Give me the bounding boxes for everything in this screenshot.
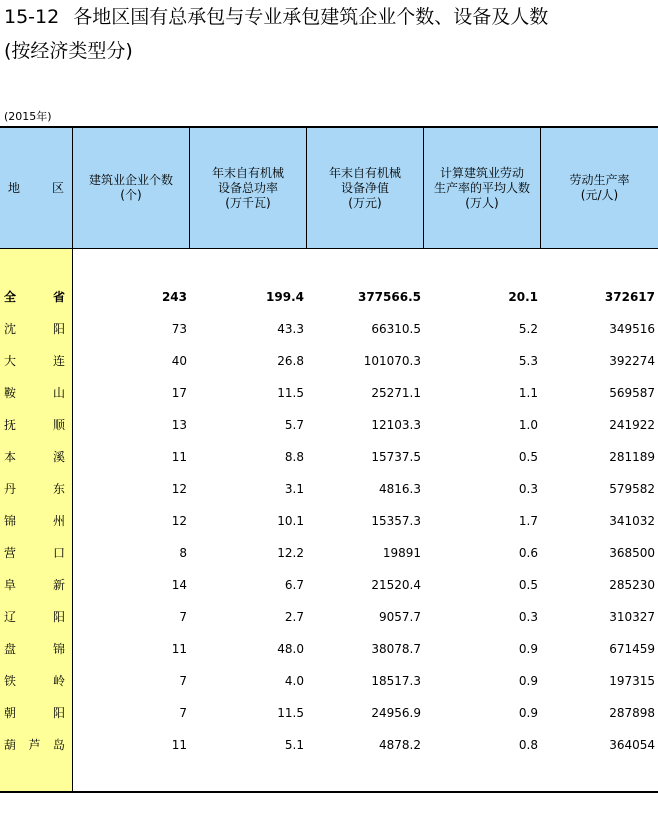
enterprise-count-cell: 12	[171, 514, 187, 528]
average-workers-cell: 0.9	[518, 706, 538, 720]
region-name-char: 鞍	[4, 386, 17, 400]
table-row	[0, 313, 658, 345]
average-workers-cell: 0.6	[518, 546, 538, 560]
region-name-char: 抚	[4, 418, 17, 432]
labor-productivity-cell: 349516	[609, 322, 655, 336]
machine-net-value-cell: 4816.3	[379, 482, 421, 496]
machine-net-value-cell: 19891	[382, 546, 421, 560]
machine-power-cell: 12.2	[277, 546, 304, 560]
enterprise-count-cell: 12	[171, 482, 187, 496]
region-name	[0, 473, 73, 505]
enterprise-count-cell: 13	[171, 418, 187, 432]
region-name	[0, 345, 73, 377]
enterprise-count-cell: 40	[171, 354, 187, 368]
region-name-char: 山	[52, 386, 65, 400]
machine-net-value-cell: 25271.1	[371, 386, 421, 400]
region-name-char: 营	[4, 546, 17, 560]
header-rule	[0, 248, 658, 249]
header-enterprise-count: 建筑业企业个数 (个)	[73, 128, 190, 248]
region-name-char: 口	[52, 546, 65, 560]
average-workers-cell: 0.8	[518, 738, 538, 752]
region-name-char: 省	[52, 290, 65, 304]
region-name	[0, 569, 73, 601]
labor-productivity-cell: 569587	[609, 386, 655, 400]
region-name-char: 新	[52, 578, 65, 592]
region-name	[0, 697, 73, 729]
machine-power-cell: 199.4	[266, 290, 304, 304]
table-row	[0, 505, 658, 537]
region-name-char: 锦	[4, 514, 17, 528]
enterprise-count-cell: 7	[179, 706, 187, 720]
labor-productivity-cell: 392274	[609, 354, 655, 368]
table-title	[4, 6, 548, 29]
region-name-char: 沈	[4, 322, 17, 336]
machine-power-cell: 6.7	[284, 578, 304, 592]
labor-productivity-cell: 310327	[609, 610, 655, 624]
machine-power-cell: 26.8	[277, 354, 304, 368]
table-row	[0, 377, 658, 409]
region-name-char: 溪	[52, 450, 65, 464]
enterprise-count-cell: 73	[171, 322, 187, 336]
region-name	[0, 409, 73, 441]
table-row	[0, 473, 658, 505]
region-name-char: 顺	[52, 418, 65, 432]
average-workers-cell: 0.9	[518, 674, 538, 688]
machine-power-cell: 43.3	[277, 322, 304, 336]
region-name-char: 铁	[4, 674, 17, 688]
machine-power-cell: 8.8	[284, 450, 304, 464]
enterprise-count-cell: 11	[171, 450, 187, 464]
table-row	[0, 729, 658, 761]
average-workers-cell: 0.3	[518, 610, 538, 624]
machine-power-cell: 10.1	[277, 514, 304, 528]
labor-productivity-cell: 197315	[609, 674, 655, 688]
machine-net-value-cell: 24956.9	[371, 706, 421, 720]
region-name-char: 阳	[52, 610, 65, 624]
header-labor-productivity: 劳动生产率 (元/人)	[541, 128, 658, 248]
average-workers-cell: 1.0	[518, 418, 538, 432]
table-row	[0, 697, 658, 729]
labor-productivity-cell: 579582	[609, 482, 655, 496]
region-name	[0, 281, 73, 313]
machine-power-cell: 3.1	[284, 482, 304, 496]
region-name-char: 本	[4, 450, 17, 464]
region-name-char: 大	[4, 354, 17, 368]
region-name-char: 阳	[52, 322, 65, 336]
enterprise-count-cell: 14	[171, 578, 187, 592]
header-region	[0, 128, 73, 248]
region-name-char: 辽	[4, 610, 17, 624]
machine-power-cell: 4.0	[284, 674, 304, 688]
region-name	[0, 505, 73, 537]
table-row	[0, 601, 658, 633]
labor-productivity-cell: 287898	[609, 706, 655, 720]
enterprise-count-cell: 11	[171, 738, 187, 752]
labor-productivity-cell: 241922	[609, 418, 655, 432]
table-row-total	[0, 281, 658, 313]
machine-net-value-cell: 377566.5	[357, 290, 421, 304]
labor-productivity-cell: 281189	[609, 450, 655, 464]
machine-power-cell: 48.0	[277, 642, 304, 656]
region-name-char: 朝	[4, 706, 17, 720]
bottom-rule	[0, 791, 658, 793]
region-name	[0, 729, 73, 761]
region-name	[0, 377, 73, 409]
region-name-char: 岛	[52, 738, 65, 752]
region-name	[0, 441, 73, 473]
region-name	[0, 537, 73, 569]
table-row	[0, 633, 658, 665]
region-name-char: 芦	[28, 738, 41, 752]
labor-productivity-cell: 368500	[609, 546, 655, 560]
average-workers-cell: 0.3	[518, 482, 538, 496]
header-average-workers: 计算建筑业劳动 生产率的平均人数 (万人)	[424, 128, 541, 248]
table-row	[0, 441, 658, 473]
table-body	[0, 281, 658, 761]
header-machine-net-value: 年末自有机械 设备净值 (万元)	[307, 128, 424, 248]
machine-net-value-cell: 66310.5	[371, 322, 421, 336]
table-row	[0, 409, 658, 441]
region-name	[0, 665, 73, 697]
machine-power-cell: 2.7	[284, 610, 304, 624]
table-row	[0, 665, 658, 697]
region-name-char: 丹	[4, 482, 17, 496]
region-name-char: 东	[52, 482, 65, 496]
machine-power-cell: 11.5	[277, 386, 304, 400]
average-workers-cell: 0.5	[518, 578, 538, 592]
enterprise-count-cell: 7	[179, 674, 187, 688]
machine-net-value-cell: 15357.3	[371, 514, 421, 528]
enterprise-count-cell: 8	[179, 546, 187, 560]
average-workers-cell: 5.3	[518, 354, 538, 368]
region-name-char: 锦	[52, 642, 65, 656]
enterprise-count-cell: 7	[179, 610, 187, 624]
machine-net-value-cell: 4878.2	[379, 738, 421, 752]
machine-net-value-cell: 9057.7	[379, 610, 421, 624]
region-name	[0, 313, 73, 345]
year-note: (2015年)	[4, 110, 52, 123]
enterprise-count-cell: 243	[161, 290, 187, 304]
machine-net-value-cell: 38078.7	[371, 642, 421, 656]
average-workers-cell: 0.9	[518, 642, 538, 656]
average-workers-cell: 1.7	[518, 514, 538, 528]
region-name	[0, 633, 73, 665]
header-machine-power: 年末自有机械 设备总功率 (万千瓦)	[190, 128, 307, 248]
machine-net-value-cell: 101070.3	[363, 354, 421, 368]
region-name-char: 盘	[4, 642, 17, 656]
machine-power-cell: 5.1	[284, 738, 304, 752]
labor-productivity-cell: 372617	[604, 290, 655, 304]
average-workers-cell: 0.5	[518, 450, 538, 464]
table-row	[0, 569, 658, 601]
header-region-char-2: 区	[51, 180, 64, 195]
average-workers-cell: 5.2	[518, 322, 538, 336]
table-row	[0, 537, 658, 569]
region-name-char: 葫	[4, 738, 17, 752]
machine-net-value-cell: 21520.4	[371, 578, 421, 592]
machine-net-value-cell: 15737.5	[371, 450, 421, 464]
region-name-char: 全	[4, 290, 17, 304]
region-name-char: 阳	[52, 706, 65, 720]
machine-power-cell: 11.5	[277, 706, 304, 720]
region-name-char: 阜	[4, 578, 17, 592]
region-name-char: 州	[52, 514, 65, 528]
average-workers-cell: 1.1	[518, 386, 538, 400]
labor-productivity-cell: 341032	[609, 514, 655, 528]
table-row	[0, 345, 658, 377]
average-workers-cell: 20.1	[508, 290, 538, 304]
enterprise-count-cell: 11	[171, 642, 187, 656]
region-name	[0, 601, 73, 633]
machine-net-value-cell: 18517.3	[371, 674, 421, 688]
table-title-text: 各地区国有总承包与专业承包建筑企业个数、设备及人数	[73, 6, 549, 28]
labor-productivity-cell: 285230	[609, 578, 655, 592]
table-number: 15-12	[4, 6, 60, 28]
table-subtitle: (按经济类型分)	[4, 40, 133, 62]
enterprise-count-cell: 17	[171, 386, 187, 400]
header-region-char-1: 地	[8, 180, 21, 195]
machine-net-value-cell: 12103.3	[371, 418, 421, 432]
labor-productivity-cell: 364054	[609, 738, 655, 752]
machine-power-cell: 5.7	[284, 418, 304, 432]
region-name-char: 岭	[52, 674, 65, 688]
labor-productivity-cell: 671459	[609, 642, 655, 656]
region-name-char: 连	[52, 354, 65, 368]
